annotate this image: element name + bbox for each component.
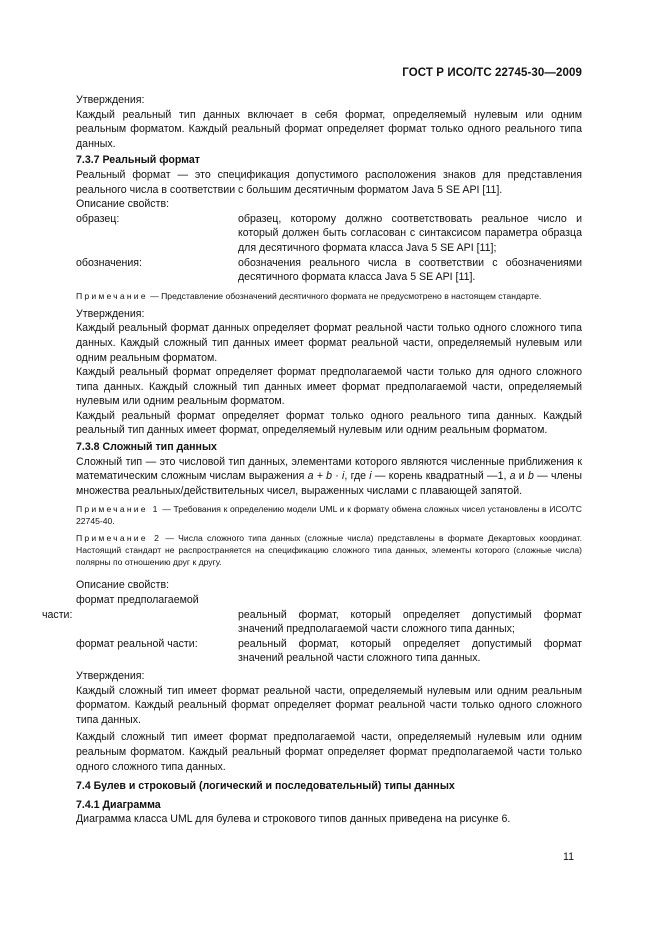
note-text: — Требования к определению модели UML и к формату обмена сложных чисел установлены в ИСО/ТС 22745-40. <box>76 504 582 527</box>
paragraph: Каждый реальный формат определяет формат только одного реального типа данных. Каждый реальный тип данных имеет формат, определяемый нулевым или одним реальным форматом. <box>76 409 582 437</box>
paragraph: Каждый реальный тип данных включает в себя формат, определяемый нулевым или одним реальным форматом. Каждый реальный формат определяет формат только одного реального типа данных. <box>76 108 582 150</box>
property-row <box>76 256 582 285</box>
properties-label: Описание свойств: <box>76 198 170 211</box>
property-row <box>76 212 582 256</box>
section-7-4-1-title: 7.4.1 Диаграмма <box>76 798 161 811</box>
paragraph: Каждый сложный тип имеет формат реальной части, определяемый нулевым или одним реальным форматом. Каждый реальный формат определяет формат реальной части только одного сложного типа данных. <box>76 684 582 726</box>
paragraph: Каждый сложный тип имеет формат предполагаемой части, определяемый нулевым или одним реальным форматом. Каждый реальный формат определяет формат предполагаемой части только одного сложного типа данных. <box>76 731 582 773</box>
page-number: 11 <box>563 851 574 863</box>
math-variable: b <box>527 470 534 483</box>
properties-label: Описание свойств: <box>76 579 170 592</box>
math-expression: a + b · i <box>307 470 345 483</box>
text-run: , где <box>344 470 370 483</box>
section-7-4-title: 7.4 Булев и строковый (логический и последовательный) типы данных <box>76 780 455 793</box>
text-run: — члены множества реальных/действительных чисел, выраженных числами с плавающей запятой. <box>76 470 583 497</box>
assertions-label: Утверждения: <box>76 307 145 320</box>
text-run: — корень квадратный —1, <box>371 470 510 483</box>
note-label: Примечание 1 <box>76 504 160 515</box>
section-7-3-7-title: 7.3.7 Реальный формат <box>76 154 200 167</box>
assertions-label: Утверждения: <box>76 670 145 682</box>
paragraph <box>76 455 582 499</box>
note <box>76 532 582 568</box>
note-label: Примечание <box>76 290 148 301</box>
section-7-3-8-title: 7.3.8 Сложный тип данных <box>76 441 217 454</box>
page-content <box>42 93 583 827</box>
math-variable: i <box>369 470 372 483</box>
property-term: формат реальной части: <box>76 637 198 650</box>
property-desc: обозначения реального числа в соответствии с обозначениями десятичного формата класса Java 5 SE API [11]. <box>238 256 582 284</box>
assertions-label: Утверждения: <box>76 94 145 106</box>
paragraph: Каждый реальный формат определяет формат предполагаемой части только для одного сложного типа данных. Каждый сложный тип данных имеет формат предполагаемой части, определяемый нулевым или одним реальным форматом. <box>76 366 582 408</box>
property-term: формат предполагаемой <box>76 594 199 607</box>
text-run: и <box>515 470 528 483</box>
note-label: Примечание 2 <box>76 533 162 544</box>
note-text: — Числа сложного типа данных (сложные числа) представлены в формате Декартовых координат. Настоящий стандарт не распространяется на спецификацию сложного типа данных, элементы которого (сложные числа) полярны по отношению друг к другу. <box>76 533 583 568</box>
property-term: обозначения: <box>76 256 142 269</box>
property-row <box>42 608 582 637</box>
document-header: ГОСТ Р ИСО/ТС 22745-30—2009 <box>402 67 582 79</box>
paragraph: Реальный формат — это спецификация допустимого расположения знаков для представления реального числа в соответствии с большим десятичным форматом Java 5 SE API [11]. <box>76 168 582 196</box>
note <box>76 290 582 302</box>
note-text: — Представление обозначений десятичного формата не предусмотрено в настоящем стандарте. <box>150 290 542 301</box>
math-variable: a <box>509 470 516 483</box>
property-term: части: <box>42 608 73 621</box>
property-desc: реальный формат, который определяет допустимый формат значений предполагаемой части сложного типа данных; <box>238 608 582 636</box>
paragraph: Каждый реальный формат данных определяет формат реальной части только одного сложного типа данных. Каждый сложный тип данных имеет формат реальной части, определяемый нулевым или одним реальным форматом. <box>76 322 582 364</box>
property-term: образец: <box>76 212 120 225</box>
property-desc: реальный формат, который определяет допустимый формат значений реальной части сложного типа данных. <box>238 637 582 665</box>
property-row <box>76 637 582 666</box>
paragraph: Диаграмма класса UML для булева и строкового типов данных приведена на рисунке 6. <box>76 813 511 826</box>
text-run: Сложный тип — это числовой тип данных, элементами которого являются численные приближения к математическим сложным числам выражения <box>76 455 582 483</box>
property-desc: образец, которому должно соответствовать реальное число и который должен быть согласован с синтаксисом параметра образца для десятичного формата класса Java 5 SE API [11]; <box>238 212 582 254</box>
note <box>76 503 582 527</box>
